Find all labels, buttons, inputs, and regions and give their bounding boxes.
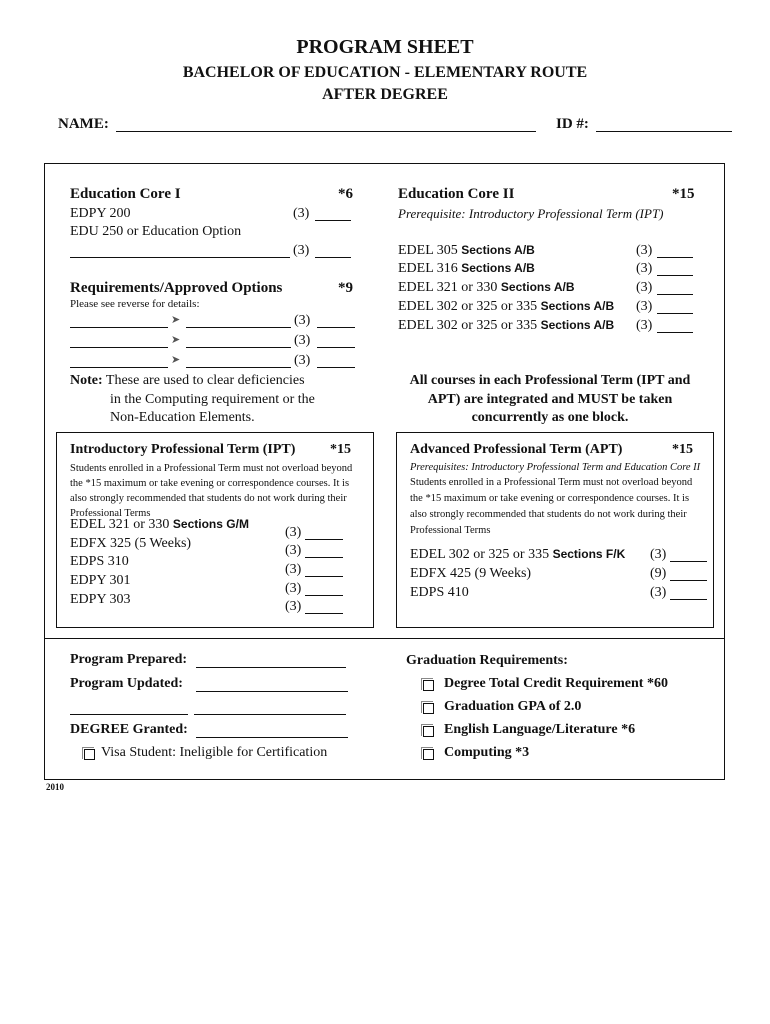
- ipt-credit-5: (3): [285, 599, 302, 614]
- core2-grade-field-5[interactable]: [657, 332, 693, 333]
- req-option-field-2b[interactable]: [186, 347, 291, 348]
- signature-field-a[interactable]: [70, 714, 188, 715]
- ipt-credit-2: (3): [285, 543, 302, 558]
- apt-credit-3: (3): [650, 585, 667, 600]
- core2-grade-field-4[interactable]: [657, 313, 693, 314]
- apt-title: Advanced Professional Term (APT): [410, 442, 623, 457]
- apt-credit-1: (3): [650, 547, 667, 562]
- apt-course-3: EDPS 410: [410, 585, 469, 600]
- note-label: Note:: [70, 373, 103, 388]
- core2-sections-4: Sections A/B: [540, 299, 615, 313]
- signature-field-b[interactable]: [194, 714, 346, 715]
- core2-credit-5: (3): [636, 318, 653, 333]
- name-field[interactable]: [116, 131, 536, 132]
- req-credit-2: (3): [294, 333, 311, 348]
- arrow-right-icon: ➤: [171, 314, 181, 326]
- core2-sections-2: Sections A/B: [461, 261, 535, 275]
- req-grade-field-2[interactable]: [317, 347, 355, 348]
- grad-item-1: Degree Total Credit Requirement *60: [444, 676, 668, 691]
- visa-label: Visa Student: Ineligible for Certification: [101, 745, 328, 760]
- apt-credit-2: (9): [650, 566, 667, 581]
- id-field[interactable]: [596, 131, 732, 132]
- grad-checkbox-4[interactable]: [423, 749, 434, 760]
- req-option-field-2a[interactable]: [70, 347, 168, 348]
- core2-course-1: EDEL 305: [398, 243, 458, 258]
- core2-grade-field-3[interactable]: [657, 294, 693, 295]
- page-subtitle-2: AFTER DEGREE: [322, 86, 448, 103]
- ipt-sections-1: Sections G/M: [172, 517, 249, 531]
- apt-grade-field-3[interactable]: [670, 599, 707, 600]
- core2-credit-2: (3): [636, 261, 653, 276]
- req-grade-field-1[interactable]: [317, 327, 355, 328]
- arrow-right-icon: ➤: [171, 354, 181, 366]
- core2-credit-1: (3): [636, 243, 653, 258]
- core2-grade-field-1[interactable]: [657, 257, 693, 258]
- core1-course-2: EDU 250 or Education Option: [70, 224, 242, 239]
- core2-course-4: EDEL 302 or 325 or 335: [398, 299, 538, 314]
- req-credits: *9: [338, 280, 353, 296]
- block-note-3: concurrently as one block.: [471, 410, 629, 425]
- arrow-right-icon: ➤: [171, 334, 181, 346]
- ipt-grade-field-1[interactable]: [305, 539, 343, 540]
- apt-course-1: EDEL 302 or 325 or 335: [410, 547, 550, 562]
- req-option-field-3a[interactable]: [70, 367, 168, 368]
- ipt-grade-field-3[interactable]: [305, 576, 343, 577]
- apt-sections-1: Sections F/K: [552, 547, 626, 561]
- apt-grade-field-1[interactable]: [670, 561, 707, 562]
- grad-checkbox-3[interactable]: [423, 726, 434, 737]
- core2-credits: *15: [672, 186, 695, 202]
- note-text-3: Non-Education Elements.: [110, 410, 255, 425]
- ipt-course-3: EDPS 310: [70, 554, 129, 569]
- ipt-title: Introductory Professional Term (IPT): [70, 442, 296, 457]
- core2-course-5: EDEL 302 or 325 or 335: [398, 318, 538, 333]
- ipt-grade-field-2[interactable]: [305, 557, 343, 558]
- req-grade-field-3[interactable]: [317, 367, 355, 368]
- grad-checkbox-1[interactable]: [423, 680, 434, 691]
- page-subtitle: BACHELOR OF EDUCATION - ELEMENTARY ROUTE: [182, 64, 588, 81]
- core2-course-2: EDEL 316: [398, 261, 458, 276]
- name-label: NAME:: [58, 116, 109, 132]
- visa-checkbox[interactable]: [84, 749, 95, 760]
- req-option-field-3b[interactable]: [186, 367, 291, 368]
- program-updated-label: Program Updated:: [70, 676, 183, 691]
- block-note-2: APT) are integrated and MUST be taken: [427, 392, 673, 407]
- core1-grade-field-2[interactable]: [315, 257, 351, 258]
- req-option-field-1a[interactable]: [70, 327, 168, 328]
- req-credit-1: (3): [294, 313, 311, 328]
- degree-granted-label: DEGREE Granted:: [70, 722, 188, 737]
- grad-item-2: Graduation GPA of 2.0: [444, 699, 582, 714]
- core1-course-1: EDPY 200: [70, 206, 131, 221]
- core2-credit-4: (3): [636, 299, 653, 314]
- req-option-field-1b[interactable]: [186, 327, 291, 328]
- block-note-1: All courses in each Professional Term (IPT and: [409, 373, 691, 388]
- apt-grade-field-2[interactable]: [670, 580, 707, 581]
- apt-credits: *15: [672, 442, 693, 457]
- core1-title: Education Core I: [70, 186, 181, 202]
- grad-item-4: Computing *3: [444, 745, 530, 760]
- core1-grade-field-1[interactable]: [315, 220, 351, 221]
- core2-sections-1: Sections A/B: [461, 243, 535, 257]
- id-label: ID #:: [556, 116, 589, 132]
- ipt-credits: *15: [330, 442, 351, 457]
- apt-course-2: EDFX 425 (9 Weeks): [410, 566, 532, 581]
- section-divider: [44, 638, 725, 639]
- graduation-title: Graduation Requirements:: [406, 653, 568, 668]
- ipt-credit-1: (3): [285, 525, 302, 540]
- ipt-course-5: EDPY 303: [70, 592, 131, 607]
- ipt-credit-4: (3): [285, 581, 302, 596]
- ipt-course-1: EDEL 321 or 330: [70, 517, 170, 532]
- ipt-grade-field-4[interactable]: [305, 595, 343, 596]
- core2-course-3: EDEL 321 or 330: [398, 280, 498, 295]
- note-text-1: These are used to clear deficiencies: [105, 373, 305, 388]
- form-year: 2010: [46, 782, 64, 792]
- core2-prereq: Prerequisite: Introductory Professional Term (IPT): [398, 206, 664, 221]
- req-note: Please see reverse for details:: [70, 298, 200, 310]
- core2-sections-3: Sections A/B: [500, 280, 575, 294]
- degree-granted-field[interactable]: [196, 737, 348, 738]
- core1-credit-2: (3): [293, 243, 310, 258]
- ipt-credit-3: (3): [285, 562, 302, 577]
- apt-prereq: Prerequisites: Introductory Professional Term and Education Core II: [410, 462, 701, 473]
- req-title: Requirements/Approved Options: [70, 280, 283, 296]
- program-updated-field[interactable]: [196, 691, 348, 692]
- core2-sections-5: Sections A/B: [540, 318, 615, 332]
- ipt-note: Students enrolled in a Professional Term must not overload beyond the *15 maximum or take evening or correspondence courses. It is also strongly recommended that students do not work during their Professional Terms: [70, 463, 353, 519]
- program-prepared-field[interactable]: [196, 667, 346, 668]
- apt-note: Students enrolled in a Professional Term must not overload beyond the *15 maximum or take evening or correspondence courses. It is also strongly recommended that students do not work during their Professional Terms: [410, 477, 693, 536]
- page-title: PROGRAM SHEET: [296, 36, 474, 58]
- note-text-2: in the Computing requirement or the: [110, 392, 315, 407]
- core1-credit-1: (3): [293, 206, 310, 221]
- grad-item-3: English Language/Literature *6: [444, 722, 636, 737]
- core2-grade-field-2[interactable]: [657, 275, 693, 276]
- core1-option-field[interactable]: [70, 257, 290, 258]
- program-prepared-label: Program Prepared:: [70, 652, 188, 667]
- core2-title: Education Core II: [398, 186, 515, 202]
- grad-checkbox-2[interactable]: [423, 703, 434, 714]
- req-credit-3: (3): [294, 353, 311, 368]
- ipt-course-2: EDFX 325 (5 Weeks): [70, 536, 192, 551]
- ipt-course-4: EDPY 301: [70, 573, 131, 588]
- ipt-grade-field-5[interactable]: [305, 613, 343, 614]
- core1-credits: *6: [338, 186, 353, 202]
- core2-credit-3: (3): [636, 280, 653, 295]
